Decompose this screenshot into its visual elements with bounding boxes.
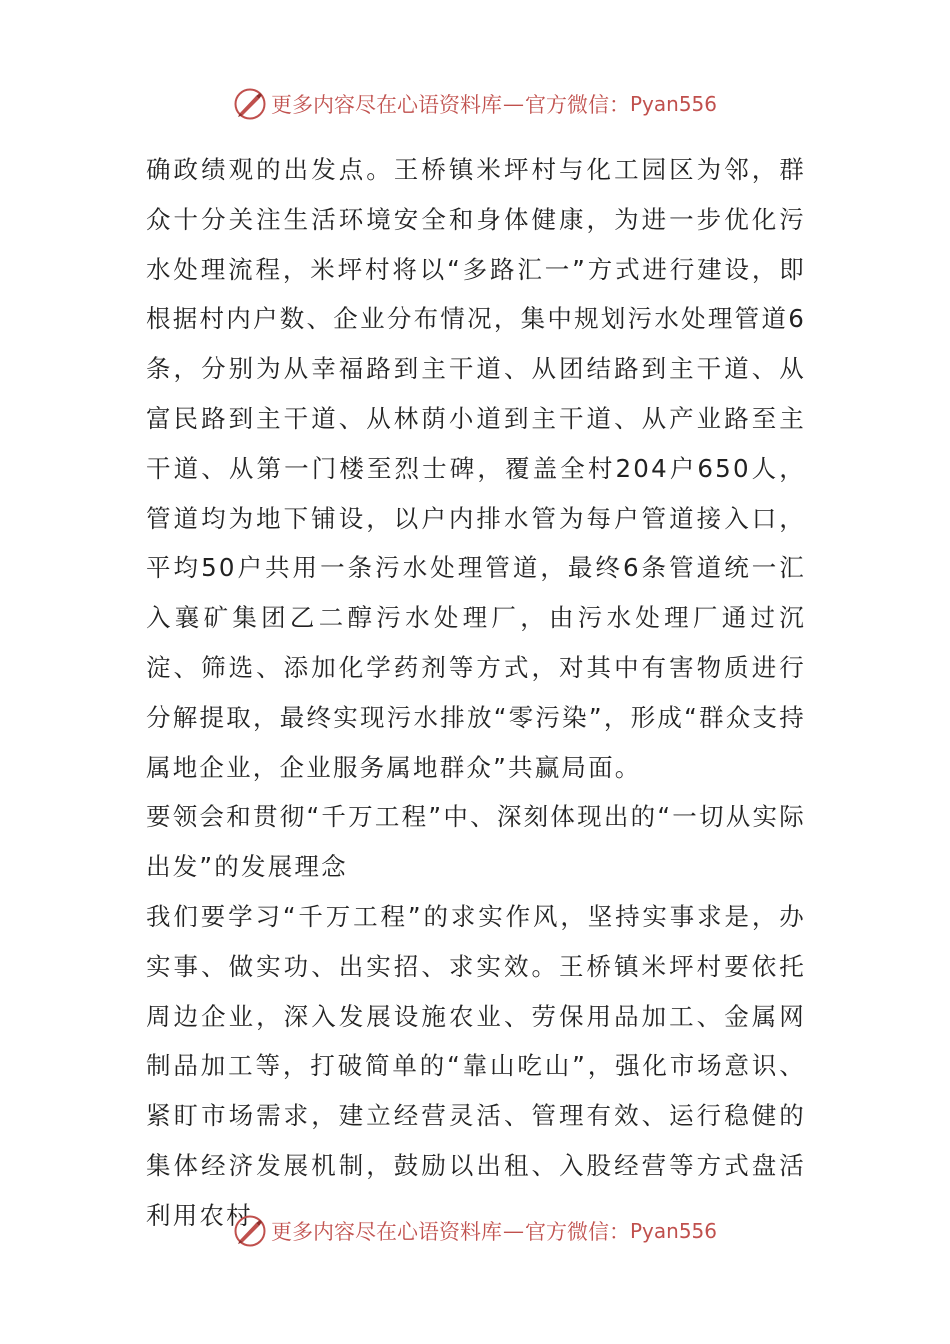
header-wechat-label: 官方微信：	[524, 93, 630, 117]
document-body	[146, 145, 806, 1241]
pen-logo-icon	[233, 1214, 267, 1248]
footer-dash: —	[502, 1219, 524, 1243]
footer-brand-text: 更多内容尽在心语资料库	[270, 1220, 502, 1244]
header-brand-text: 更多内容尽在心语资料库	[270, 93, 502, 117]
paragraph: 我们要学习“千万工程”的求实作风，坚持实事求是，办实事、做实功、出实招、求实效。王桥镇米坪村要依托周边企业，深入发展设施农业、劳保用品加工、金属网制品加工等，打破简单的“靠山吃山”，强化市场意识、紧盯市场需求，建立经营灵活、管理有效、运行稳健的集体经济发展机制，鼓励以出租、入股经营等方式盘活利用农村	[146, 901, 806, 1230]
footer-banner	[0, 1211, 950, 1251]
pen-logo-icon	[233, 87, 267, 121]
footer-wechat-label: 官方微信：	[524, 1220, 630, 1244]
paragraph: 确政绩观的出发点。王桥镇米坪村与化工园区为邻，群众十分关注生活环境安全和身体健康，为进一步优化污水处理流程，米坪村将以“多路汇一”方式进行建设，即根据村内户数、企业分布情况，集中规划污水处理管道6条，分别为从幸福路到主干道、从团结路到主干道、从富民路到主干道、从林荫小道到主干道、从产业路至主干道、从第一门楼至烈士碑，覆盖全村204户650人，管道均为地下铺设，以户内排水管为每户管道接入口，平均50户共用一条污水处理管道，最终6条管道统一汇入襄矿集团乙二醇污水处理厂，由污水处理厂通过沉淀、筛选、添加化学药剂等方式，对其中有害物质进行分解提取，最终实现污水排放“零污染”，形成“群众支持属地企业，企业服务属地群众”共赢局面。	[146, 155, 806, 782]
header-dash: —	[502, 92, 524, 116]
header-wechat-id: Pyan556	[629, 92, 717, 116]
footer-wechat-id: Pyan556	[629, 1219, 717, 1243]
section-heading: 要领会和贯彻“千万工程”中、深刻体现出的“一切从实际出发”的发展理念	[146, 802, 806, 882]
header-banner	[0, 84, 950, 124]
